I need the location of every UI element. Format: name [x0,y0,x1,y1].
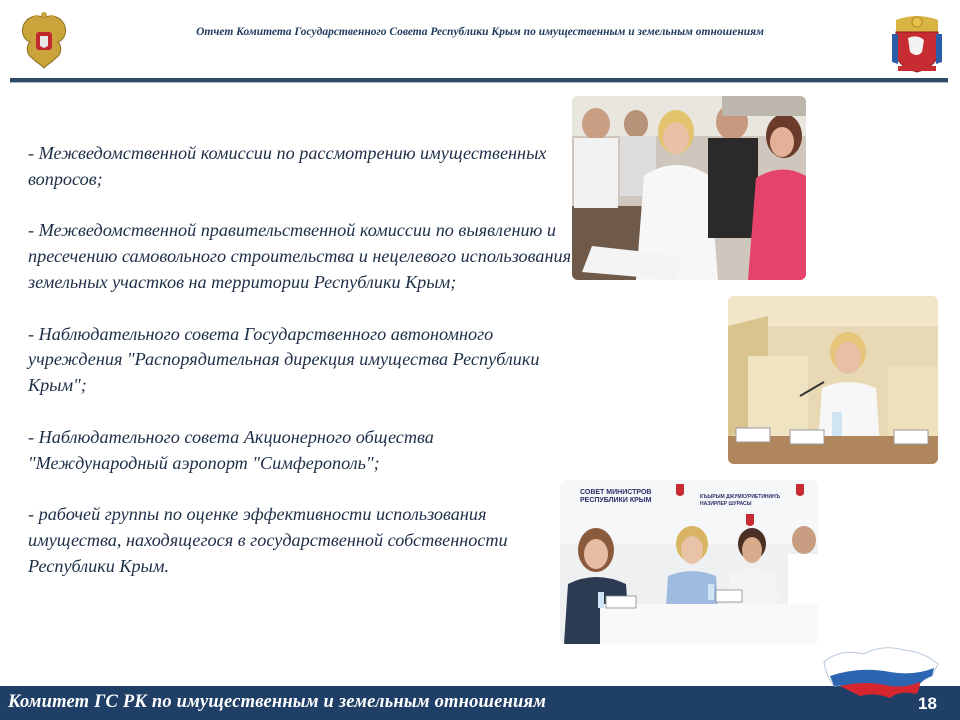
list-item: - рабочей группы по оценке эффективности использования имущества, находящегося в государственной собственности Республики Крым. [28,504,508,576]
speaker-photo [728,296,938,464]
russia-coat-of-arms-icon [16,12,72,72]
svg-text:КЪЫРЫМ ДЖУМХУРИЕТИНИНЪ: КЪЫРЫМ ДЖУМХУРИЕТИНИНЪ [700,494,781,500]
svg-text:СОВЕТ МИНИСТРОВ: СОВЕТ МИНИСТРОВ [580,489,652,496]
list-item: - Наблюдательного совета Акционерного общества "Международный аэропорт "Симферополь"; [28,426,434,473]
list-item: - Наблюдательного совета Государственного автономного учреждения "Распорядительная дирекция имущества Республики Крым"; [28,323,540,396]
footer-committee-name: Комитет ГС РК по имущественным и земельным отношениям [8,692,547,712]
crimea-coat-of-arms-icon [890,12,944,74]
page-number: 18 [918,694,937,713]
list-item: - Межведомственной комиссии по рассмотрению имущественных вопросов; [28,143,547,189]
svg-text:РЕСПУБЛИКИ КРЫМ: РЕСПУБЛИКИ КРЫМ [580,497,652,504]
svg-text:НАЗИРЛЕР ШУРАСЫ: НАЗИРЛЕР ШУРАСЫ [700,501,752,507]
header-divider [10,78,948,83]
press-conference-photo [560,480,818,644]
committee-list [28,141,576,605]
header-title: Отчет Комитета Государственного Совета Республики Крым по имущественным и земельным отношениям [196,26,764,38]
list-item: - Межведомственной правительственной комиссии по выявлению и пресечению самовольного строительства и нецелевого использования земельных участков на территории Республики Крым; [28,220,572,292]
meeting-audience-photo [572,96,806,280]
crimea-map-icon [820,640,940,700]
